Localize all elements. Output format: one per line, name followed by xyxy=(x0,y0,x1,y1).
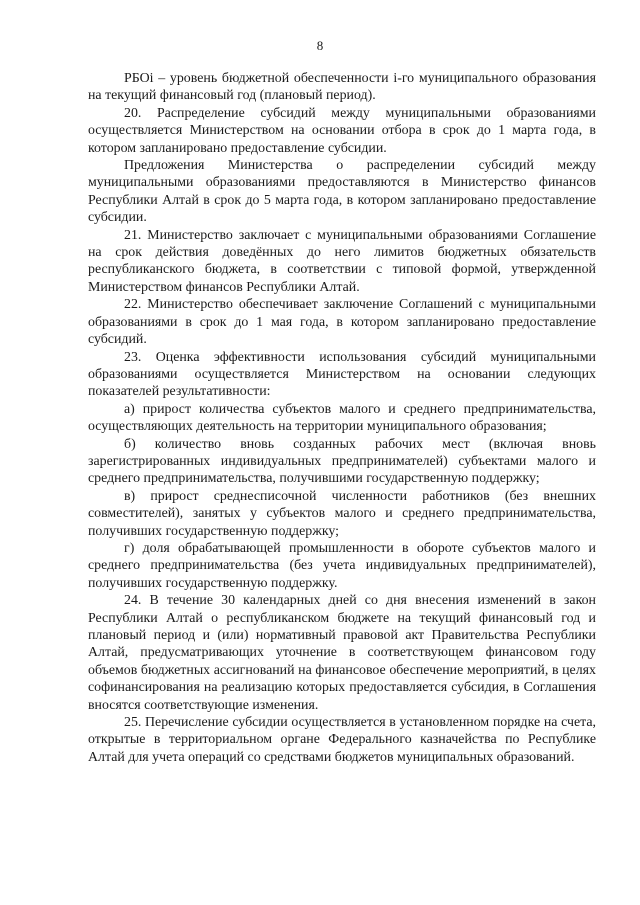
paragraph-25: 25. Перечисление субсидии осуществляется в установленном порядке на счета, открытые в территориальном органе Федерального казначейства по Республике Алтай для учета операций со средствами бюджетов муниципальных образований. xyxy=(88,715,596,765)
paragraph-20: 20. Распределение субсидий между муниципальными образованиями осуществляется Министерством на основании отбора в срок до 1 марта года, в котором запланировано предоставление субсидии. xyxy=(88,105,596,156)
paragraph-22: 22. Министерство обеспечивает заключение Соглашений с муниципальными образованиями в срок до 1 мая года, в котором запланировано предоставление субсидий. xyxy=(88,297,596,348)
paragraph-21: 21. Министерство заключает с муниципальными образованиями Соглашение на срок действия доведённых до него лимитов бюджетных обязательств республиканского бюджета, в соответствии с типовой формой, утвержденной Министерством финансов Республики Алтай. xyxy=(88,227,596,295)
document-body xyxy=(88,70,596,766)
list-item-b: б) количество вновь созданных рабочих мест (включая вновь зарегистрированных индивидуальных предпринимателей) субъектами малого и среднего предпринимательства, получившими государственную поддержку; xyxy=(88,436,596,487)
paragraph-24: 24. В течение 30 календарных дней со дня внесения изменений в закон Республики Алтай о республиканском бюджете на текущий финансовый год и плановый период и (или) нормативный правовой акт Правительства Республики Алтай, предусматривающих уточнение в соответствующем финансовом году объемов бюджетных ассигнований на финансовое обеспечение мероприятий, в целях софинансирования на реализацию которых предоставляется субсидия, в Соглашения вносятся соответствующие изменения. xyxy=(88,593,596,713)
paragraph-rbo-definition: РБОi – уровень бюджетной обеспеченности i-го муниципального образования на текущий финансовый год (плановый период). xyxy=(88,71,596,104)
paragraph-23: 23. Оценка эффективности использования субсидий муниципальными образованиями осуществляется Министерством на основании следующих показателей результативности: xyxy=(88,349,596,400)
page-number: 8 xyxy=(316,38,324,53)
list-item-g: г) доля обрабатывающей промышленности в обороте субъектов малого и среднего предпринимательства (без учета индивидуальных предпринимателей), получивших государственную поддержку. xyxy=(88,540,596,591)
list-item-v: в) прирост среднесписочной численности работников (без внешних совместителей), занятых у субъектов малого и среднего предпринимательства, получивших государственную поддержку; xyxy=(88,488,596,539)
list-item-a: а) прирост количества субъектов малого и среднего предпринимательства, осуществляющих деятельность на территории муниципального образования; xyxy=(88,401,596,435)
paragraph-proposals: Предложения Министерства о распределении субсидий между муниципальными образованиями предоставляются в Министерство финансов Республики Алтай в срок до 5 марта года, в котором запланировано предоставление субсидии. xyxy=(88,158,596,226)
